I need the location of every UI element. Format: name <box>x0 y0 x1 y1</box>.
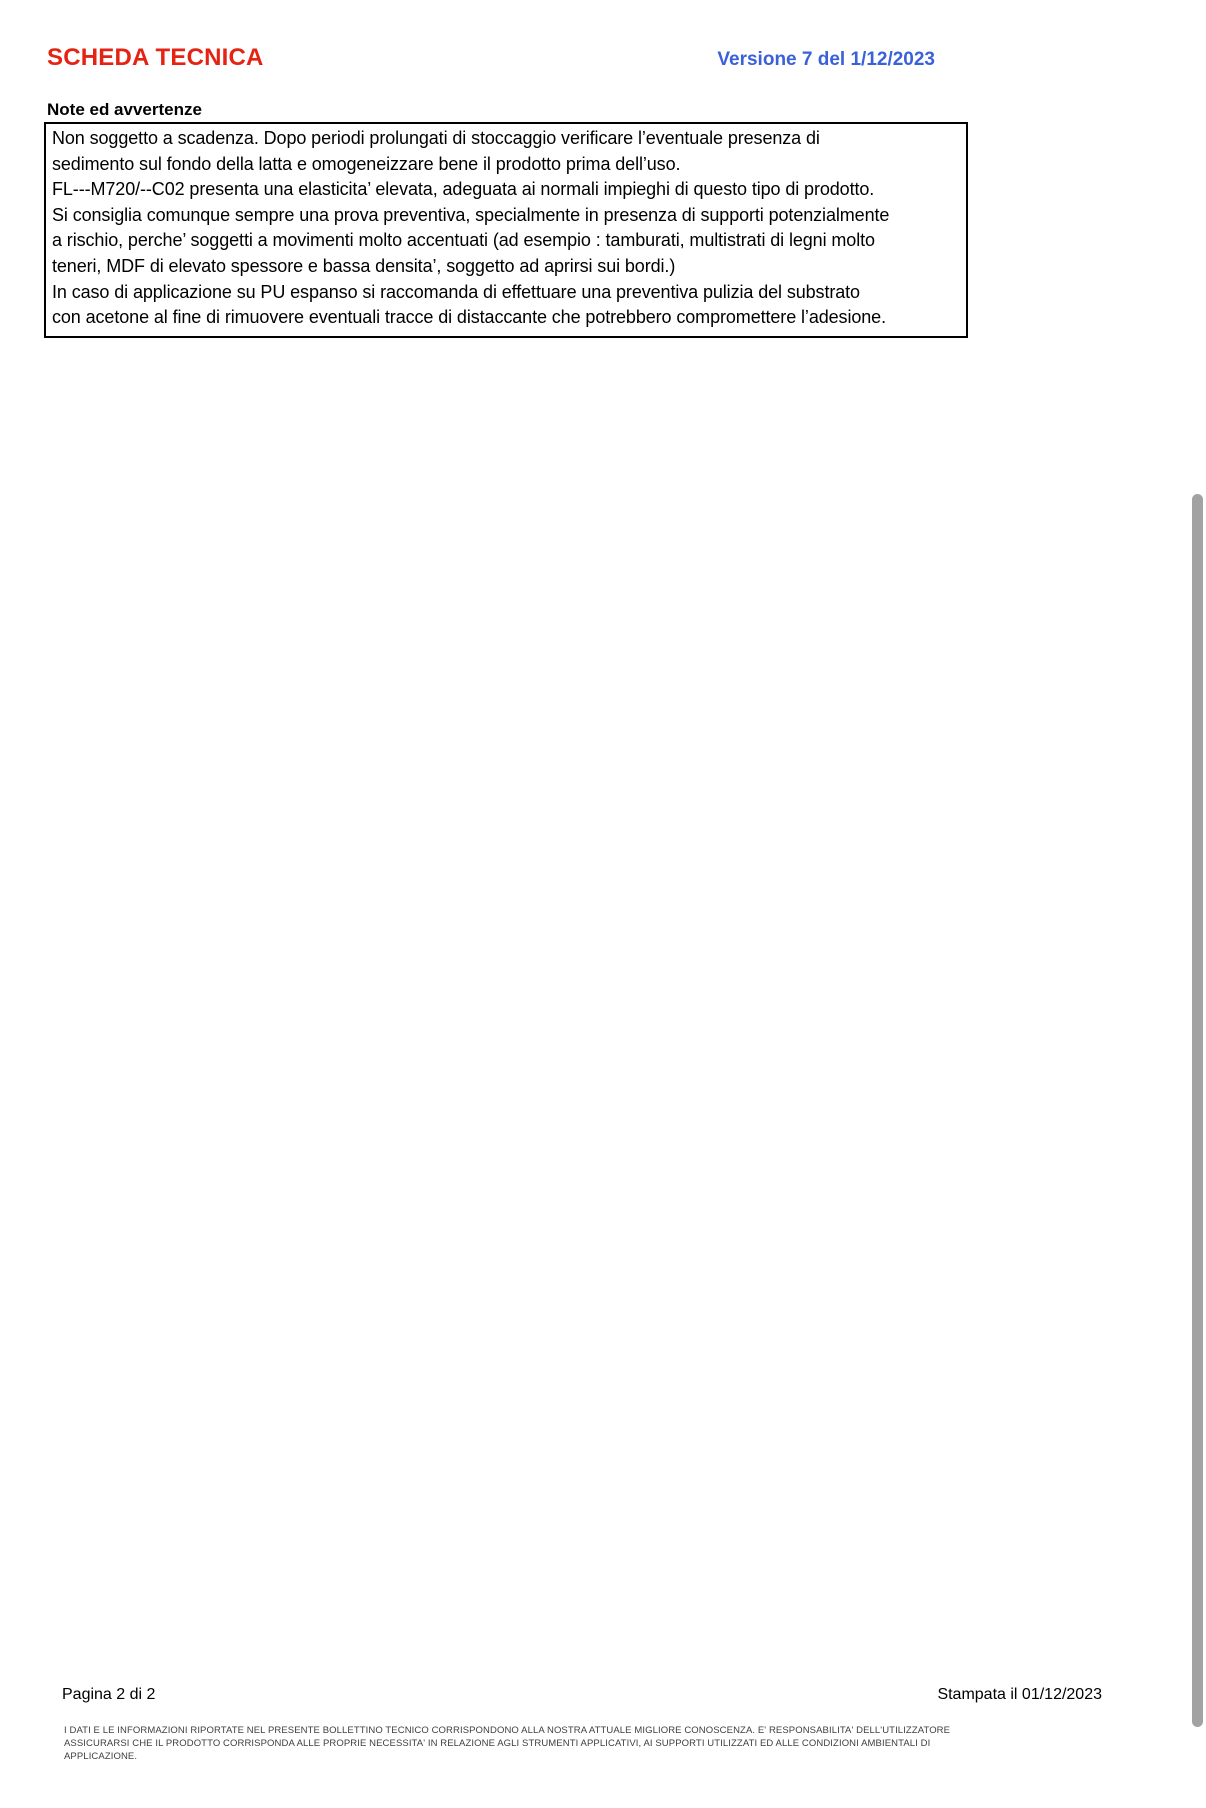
disclaimer-line-3: APPLICAZIONE. <box>64 1751 138 1762</box>
notes-section-heading: Note ed avvertenze <box>47 100 202 119</box>
notes-line-4: Si consiglia comunque sempre una prova preventiva, specialmente in presenza di supporti potenzialmente <box>52 204 890 225</box>
notes-box <box>44 122 968 338</box>
version-label: Versione 7 del 1/12/2023 <box>717 49 935 70</box>
printed-date: Stampata il 01/12/2023 <box>937 1686 1102 1703</box>
page-title: SCHEDA TECNICA <box>47 44 264 71</box>
notes-line-7: In caso di applicazione su PU espanso si raccomanda di effettuare una preventiva pulizia del substrato <box>52 281 860 302</box>
disclaimer <box>64 1724 1024 1763</box>
vertical-scrollbar-thumb[interactable] <box>1192 494 1203 1727</box>
notes-line-6: teneri, MDF di elevato spessore e bassa densita’, soggetto ad aprirsi sui bordi.) <box>52 255 676 276</box>
disclaimer-line-1: I DATI E LE INFORMAZIONI RIPORTATE NEL PRESENTE BOLLETTINO TECNICO CORRISPONDONO ALLA NOSTRA ATTUALE MIGLIORE CONOSCENZA. E' RESPONSABILITA' DELL'UTILIZZATORE <box>64 1725 951 1736</box>
disclaimer-line-2: ASSICURARSI CHE IL PRODOTTO CORRISPONDA ALLE PROPRIE NECESSITA' IN RELAZIONE AGLI STRUMENTI APPLICATIVI, AI SUPPORTI UTILIZZATI ED ALLE CONDIZIONI AMBIENTALI DI <box>64 1738 931 1749</box>
notes-line-8: con acetone al fine di rimuovere eventuali tracce di distaccante che potrebbero compromettere l’adesione. <box>52 307 886 328</box>
page-number: Pagina 2 di 2 <box>62 1686 156 1703</box>
notes-line-2: sedimento sul fondo della latta e omogeneizzare bene il prodotto prima dell’uso. <box>52 153 681 174</box>
notes-line-1: Non soggetto a scadenza. Dopo periodi prolungati di stoccaggio verificare l’eventuale presenza di <box>52 128 820 148</box>
notes-line-3: FL---M720/--C02 presenta una elasticita’ elevata, adeguata ai normali impieghi di questo tipo di prodotto. <box>52 179 875 200</box>
notes-line-5: a rischio, perche’ soggetti a movimenti molto accentuati (ad esempio : tamburati, multistrati di legni molto <box>52 230 875 251</box>
